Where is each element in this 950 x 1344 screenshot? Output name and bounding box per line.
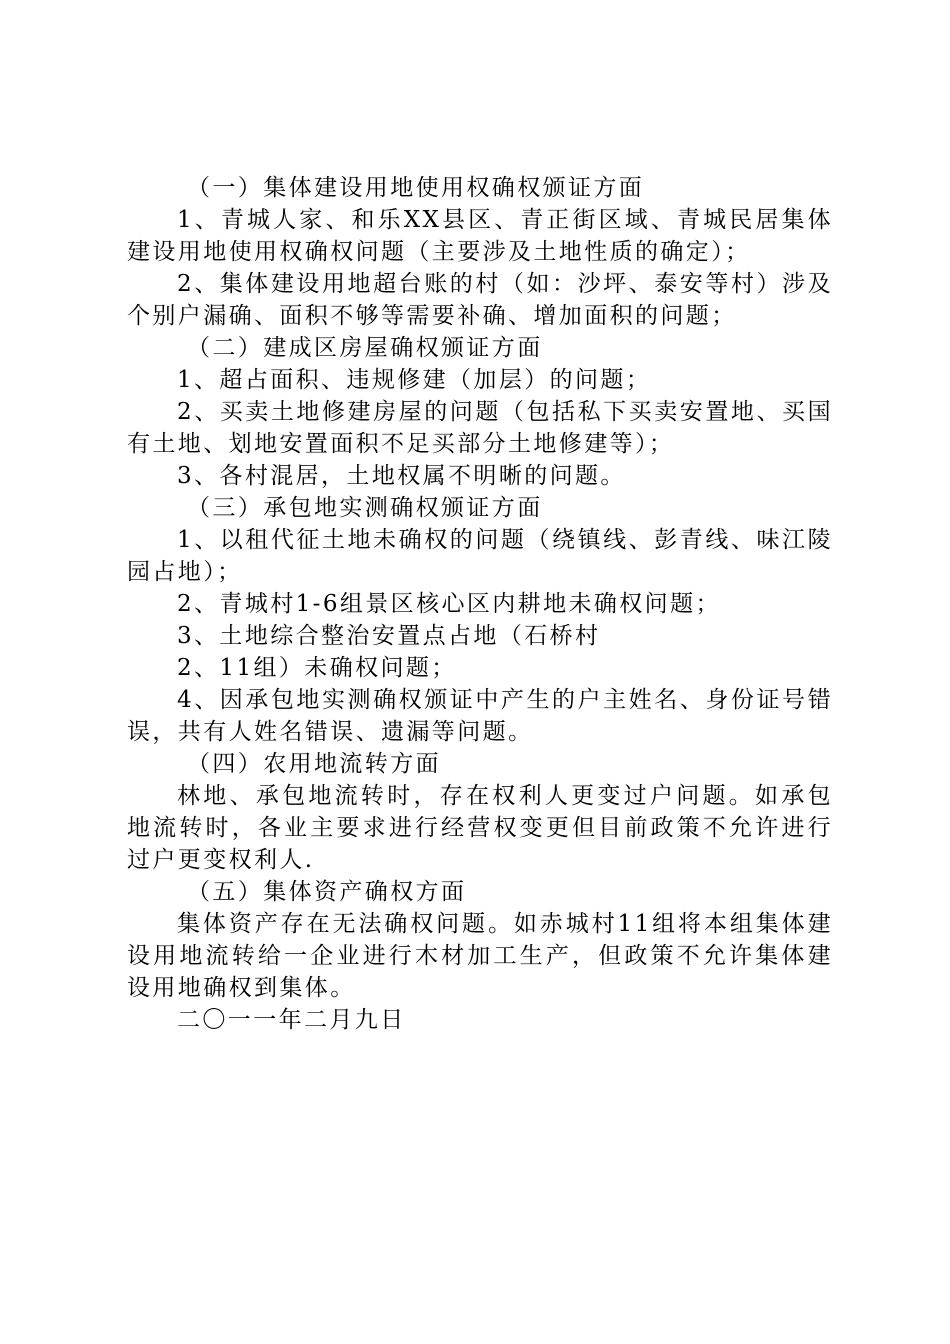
section-heading-3: （三）承包地实测确权颁证方面 xyxy=(187,495,543,521)
document-date: 二〇一一年二月九日 xyxy=(177,1007,406,1033)
section-3-item-3-continued: 2、11组）未确权问题； xyxy=(177,655,457,681)
section-1-item-1: 1、青城人家、和乐XX县区、青正街区域、青城民居集体建设用地使用权确权问题（主要涉及土地性质的确定）； xyxy=(127,207,833,265)
section-heading-5: （五）集体资产确权方面 xyxy=(187,879,467,905)
section-3-item-3: 3、土地综合整治安置点占地（石桥村 xyxy=(177,623,601,649)
section-2-item-1: 1、超占面积、违规修建（加层）的问题； xyxy=(177,367,652,393)
section-2-item-3: 3、各村混居，土地权属不明晰的问题。 xyxy=(177,463,626,489)
section-3-item-1: 1、以租代征土地未确权的问题（绕镇线、彭青线、味江陵园占地）； xyxy=(127,527,833,585)
section-3-item-4: 4、因承包地实测确权颁证中产生的户主姓名、身份证号错误，共有人姓名错误、遗漏等问题。 xyxy=(127,687,833,745)
section-2-item-2: 2、买卖土地修建房屋的问题（包括私下买卖安置地、买国有土地、划地安置面积不足买部分土地修建等）； xyxy=(127,399,833,457)
section-3-item-2: 2、青城村1-6组景区核心区内耕地未确权问题； xyxy=(177,591,721,617)
section-heading-4: （四）农用地流转方面 xyxy=(187,751,441,777)
section-4-body: 林地、承包地流转时，存在权利人更变过户问题。如承包地流转时，各业主要求进行经营权变更但目前政策不允许进行过户更变权利人. xyxy=(127,783,833,873)
section-heading-1: （一）集体建设用地使用权确权颁证方面 xyxy=(187,175,645,201)
document-body xyxy=(127,172,833,1036)
section-1-item-2: 2、集体建设用地超台账的村（如：沙坪、泰安等村）涉及个别户漏确、面积不够等需要补确、增加面积的问题； xyxy=(127,271,833,329)
section-5-body: 集体资产存在无法确权问题。如赤城村11组将本组集体建设用地流转给一企业进行木材加工生产，但政策不允许集体建设用地确权到集体。 xyxy=(127,911,833,1001)
section-heading-2: （二）建成区房屋确权颁证方面 xyxy=(187,335,543,361)
